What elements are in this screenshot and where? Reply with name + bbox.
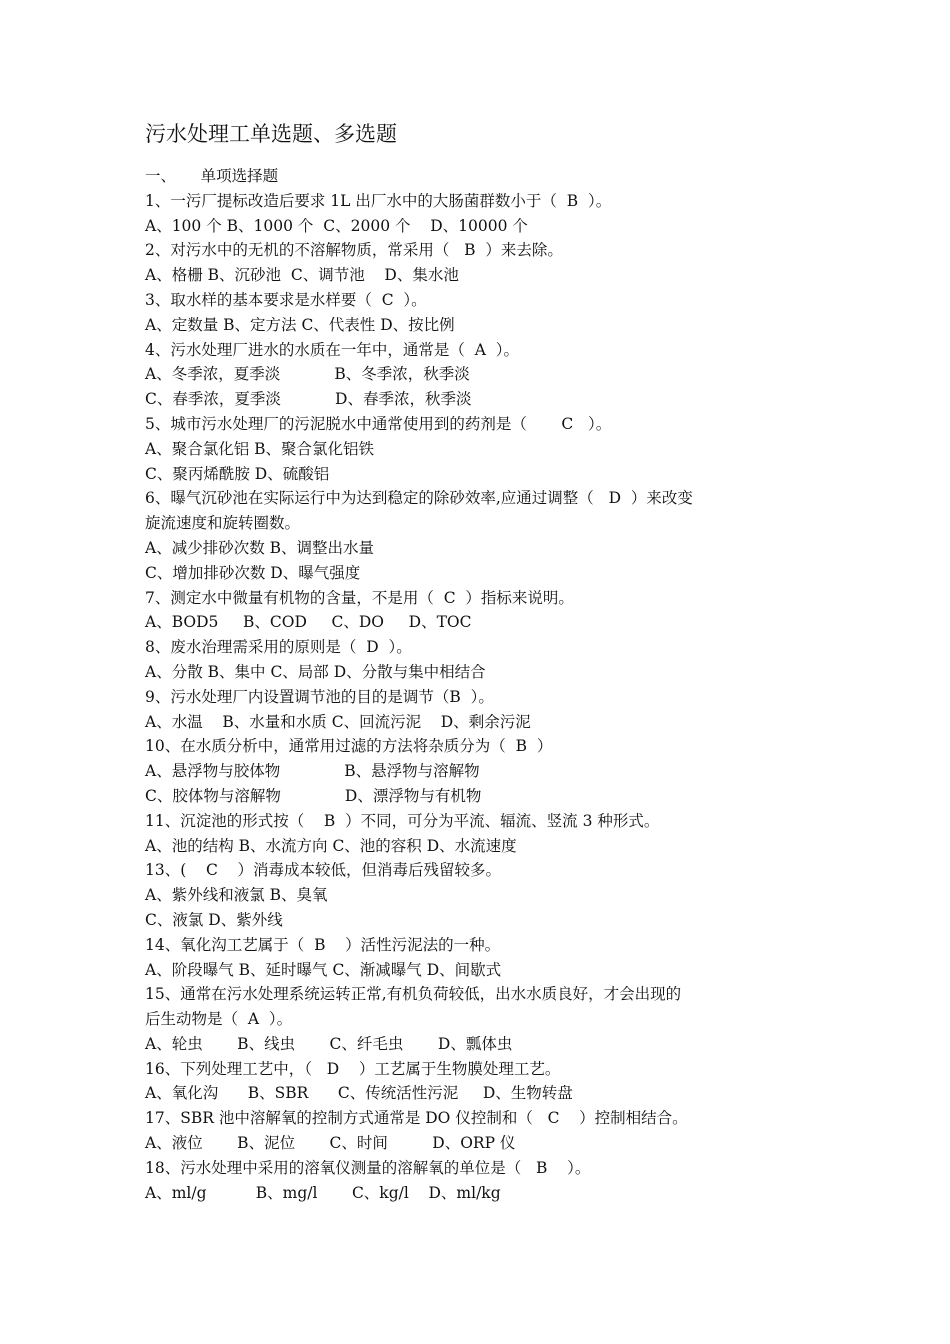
text-line: 后生动物是（ A ）。	[145, 1010, 293, 1029]
text-line: 13、( C ）消毒成本较低，但消毒后残留较多。	[145, 861, 502, 880]
text-line: A、轮虫 B、线虫 C、纤毛虫 D、瓢体虫	[145, 1034, 513, 1053]
text-line: 9、污水处理厂内设置调节池的目的是调节（B ）。	[145, 687, 494, 706]
text-line: A、冬季浓，夏季淡 B、冬季浓，秋季淡	[145, 365, 470, 384]
text-line: 一、 单项选择题	[145, 167, 279, 185]
text-line: A、池的结构 B、水流方向 C、池的容积 D、水流速度	[145, 836, 517, 855]
text-line: A、水温 B、水量和水质 C、回流污泥 D、剩余污泥	[145, 712, 531, 731]
text-line: 旋流速度和旋转圈数。	[145, 514, 301, 533]
text-line: 7、测定水中微量有机物的含量，不是用（ C ）指标来说明。	[145, 588, 574, 607]
text-line: 17、SBR 池中溶解氧的控制方式通常是 DO 仪控制和（ C ）控制相结合。	[145, 1109, 688, 1128]
text-line: 14、氧化沟工艺属于（ B ）活性污泥法的一种。	[145, 935, 501, 954]
text-line: A、定数量 B、定方法 C、代表性 D、按比例	[145, 315, 455, 334]
question-list	[145, 164, 825, 1205]
text-line: 3、取水样的基本要求是水样要（ C ）。	[145, 290, 427, 309]
text-line: C、春季浓，夏季淡 D、春季浓，秋季淡	[145, 390, 472, 409]
text-line: A、氧化沟 B、SBR C、传统活性污泥 D、生物转盘	[145, 1084, 573, 1103]
text-line: 18、污水处理中采用的溶氧仪测量的溶解氧的单位是（ B ）。	[145, 1158, 591, 1177]
document-page	[145, 118, 825, 1205]
text-line: 15、通常在污水处理系统运转正常,有机负荷较低，出水水质良好，才会出现的	[145, 985, 682, 1004]
text-line: 8、废水治理需采用的原则是（ D ）。	[145, 638, 412, 657]
text-line: A、液位 B、泥位 C、时间 D、ORP 仪	[145, 1134, 516, 1153]
text-line: A、格栅 B、沉砂池 C、调节池 D、集水池	[145, 266, 459, 285]
text-line: 16、下列处理工艺中，（ D ）工艺属于生物膜处理工艺。	[145, 1059, 561, 1078]
text-line: 11、沉淀池的形式按（ B ）不同，可分为平流、辐流、竖流 3 种形式。	[145, 811, 660, 830]
text-line: C、胶体物与溶解物 D、漂浮物与有机物	[145, 786, 482, 805]
text-line: 1、一污厂提标改造后要求 1L 出厂水中的大肠菌群数小于（ B ）。	[145, 191, 612, 210]
text-line: C、液氯 D、紫外线	[145, 910, 283, 929]
text-line: A、BOD5 B、COD C、DO D、TOC	[145, 613, 472, 632]
text-line: 5、城市污水处理厂的污泥脱水中通常使用到的药剂是（ C ）。	[145, 414, 612, 433]
text-line: 10、在水质分析中，通常用过滤的方法将杂质分为（ B ）	[145, 737, 553, 756]
text-line: A、紫外线和液氯 B、臭氧	[145, 886, 328, 905]
text-line: A、100 个 B、1000 个 C、2000 个 D、10000 个	[145, 216, 528, 235]
text-line: A、减少排砂次数 B、调整出水量	[145, 538, 375, 557]
text-line: 6、曝气沉砂池在实际运行中为达到稳定的除砂效率,应通过调整（ D ）来改变	[145, 489, 693, 508]
text-line: A、聚合氯化铝 B、聚合氯化铝铁	[145, 439, 375, 458]
text-line: A、分散 B、集中 C、局部 D、分散与集中相结合	[145, 662, 486, 681]
text-line: 2、对污水中的无机的不溶解物质，常采用（ B ）来去除。	[145, 241, 563, 260]
text-line: A、阶段曝气 B、延时曝气 C、渐减曝气 D、间歇式	[145, 960, 502, 979]
document-title: 污水处理工单选题、多选题	[145, 122, 397, 146]
text-line: A、悬浮物与胶体物 B、悬浮物与溶解物	[145, 762, 480, 781]
text-line: C、增加排砂次数 D、曝气强度	[145, 563, 361, 582]
text-line: A、ml/g B、mg/l C、kg/l D、ml/kg	[145, 1183, 501, 1202]
text-line: C、聚丙烯酰胺 D、硫酸铝	[145, 464, 330, 483]
text-line: 4、污水处理厂进水的水质在一年中，通常是（ A ）。	[145, 340, 520, 359]
